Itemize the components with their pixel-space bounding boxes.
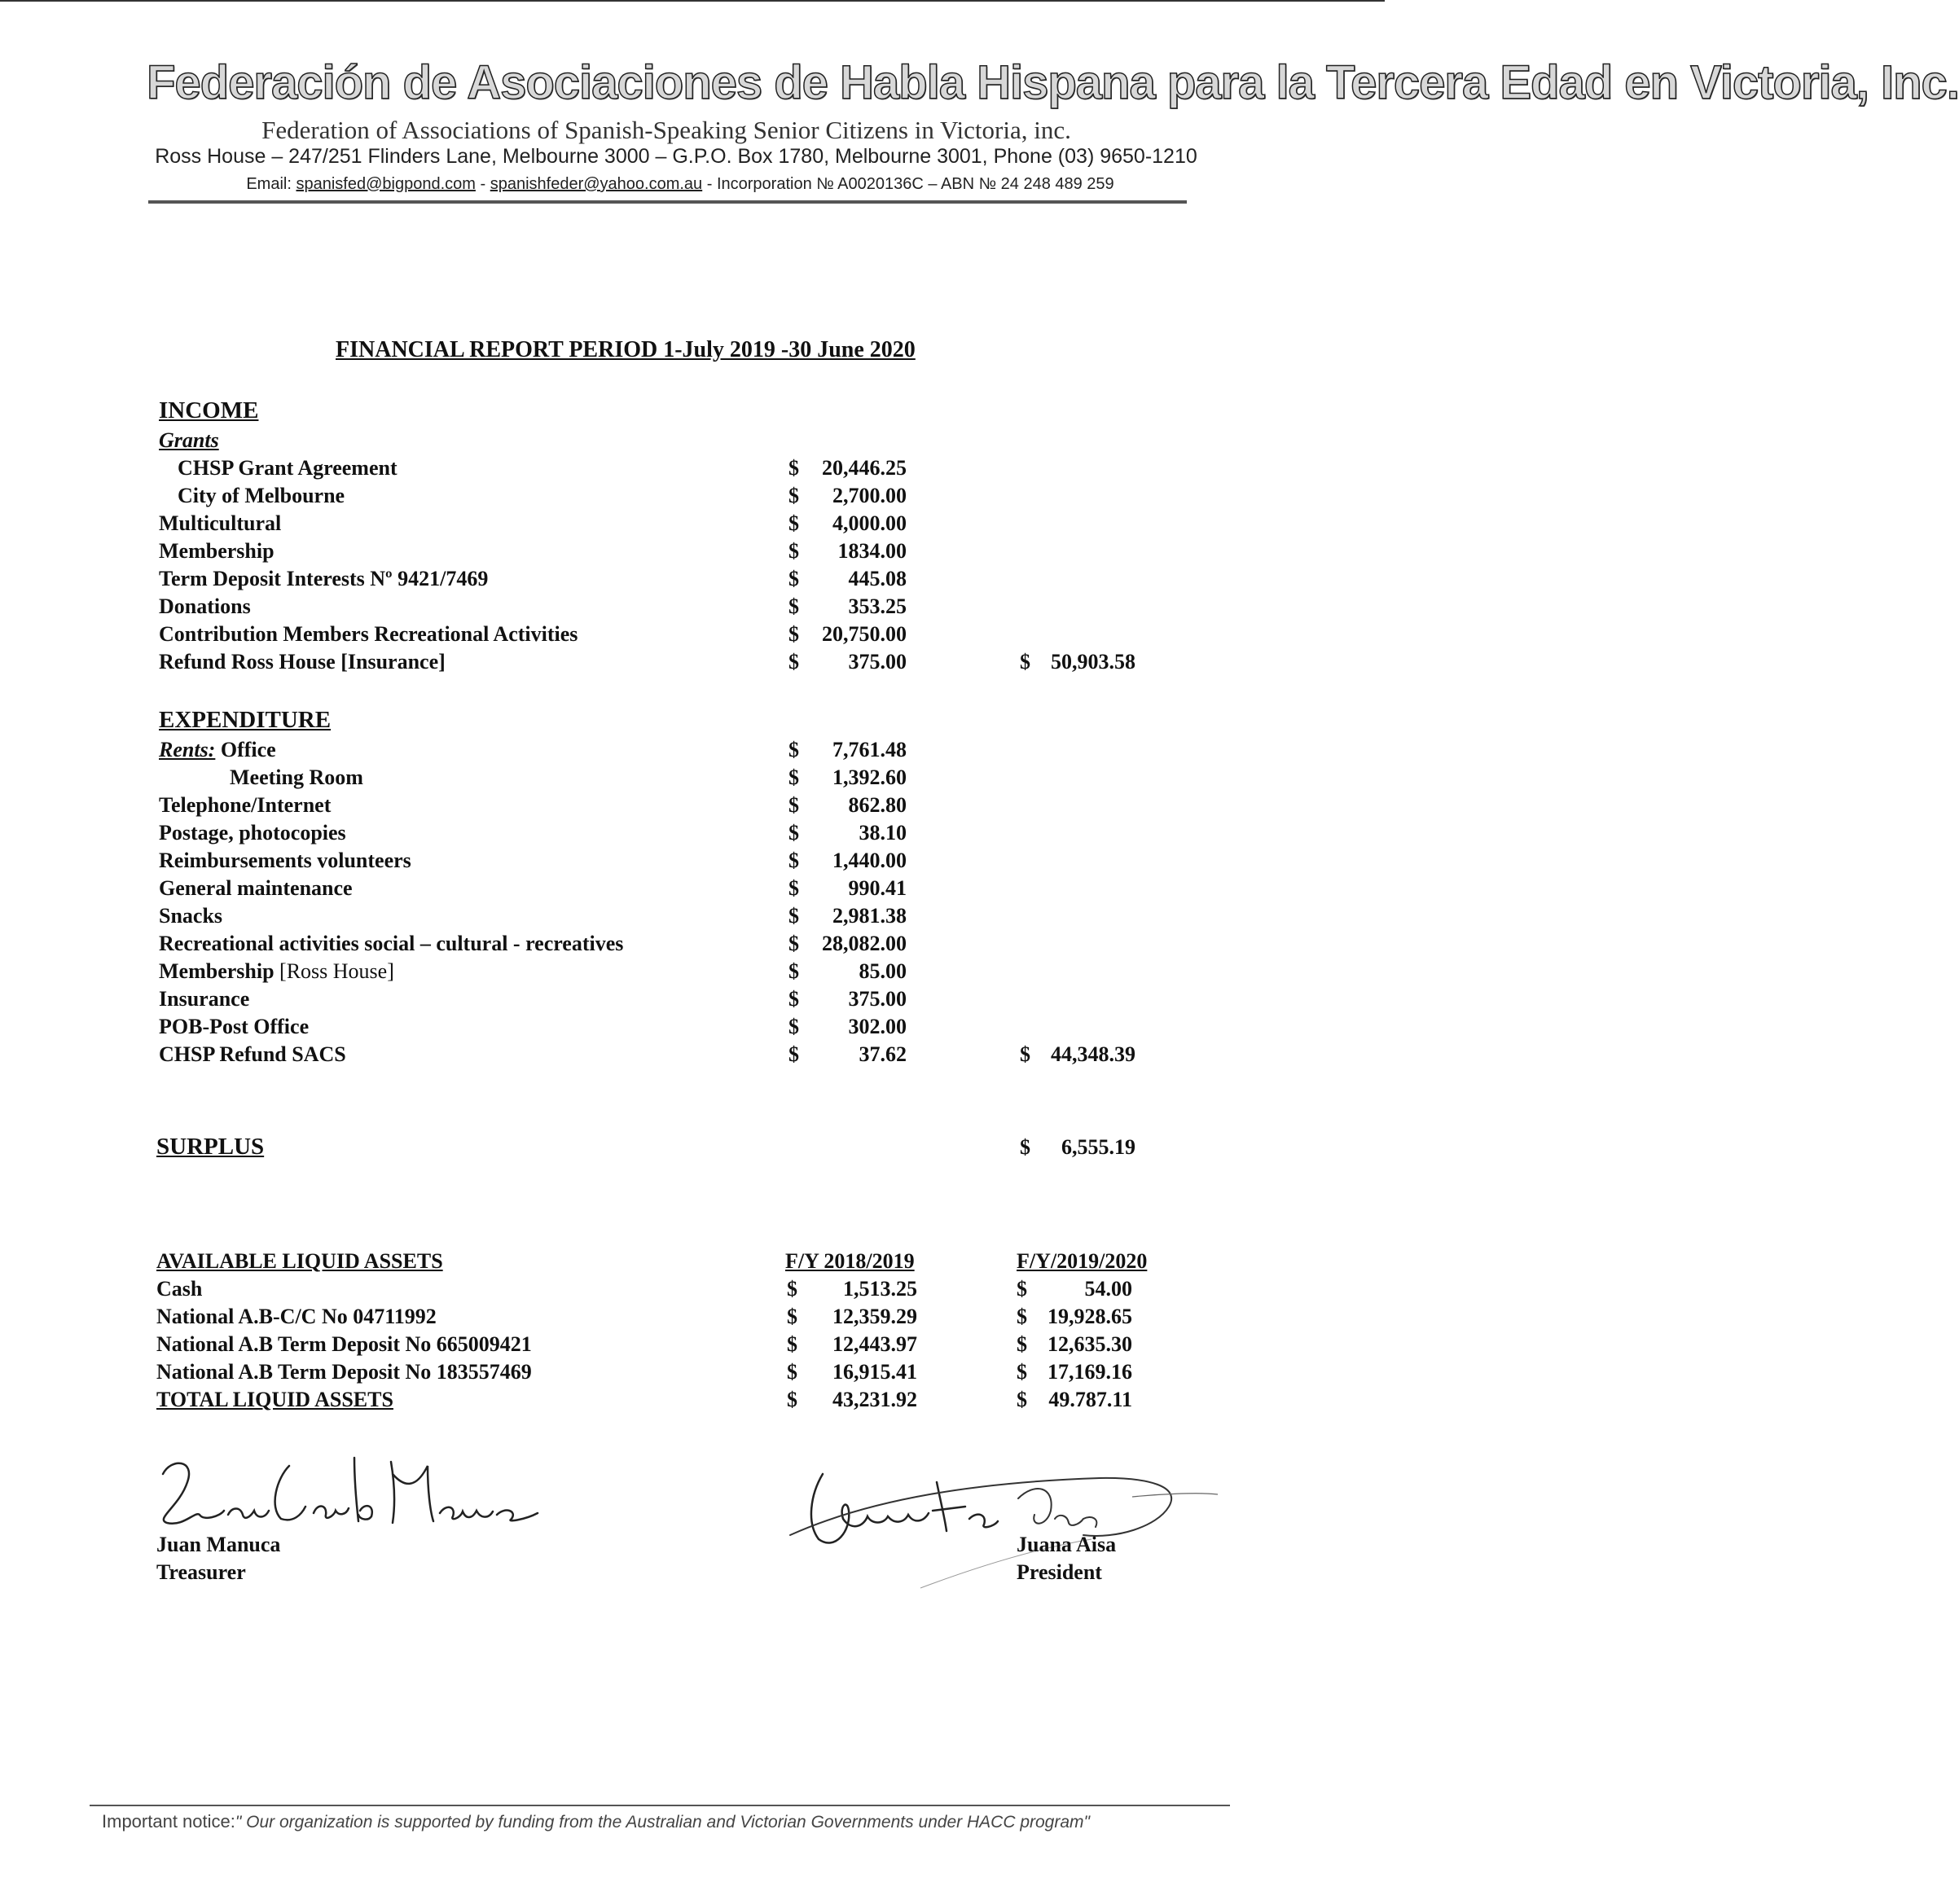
- expenditure-row: Recreational activities social – cultural - recreatives $ 28,082.00: [159, 932, 907, 955]
- expenditure-row: Meeting Room $ 1,392.60: [230, 766, 907, 789]
- income-row: City of Melbourne $ 2,700.00: [178, 484, 907, 507]
- expenditure-heading: EXPENDITURE: [159, 707, 332, 733]
- treasurer-signature: [147, 1441, 570, 1547]
- grants-subheading: Grants: [159, 428, 219, 452]
- treasurer-name: Juan Manuca: [156, 1533, 281, 1556]
- surplus-row: $ 6,555.19: [1020, 1135, 1135, 1159]
- asset-row: Cash $ 1,513.25 $ 54.00: [156, 1277, 1132, 1301]
- email-link-1[interactable]: spanisfed@bigpond.com: [296, 175, 476, 193]
- letterhead-address: Ross House – 247/251 Flinders Lane, Melbourne 3000 – G.P.O. Box 1780, Melbourne 3001, Phone (03) 9650-1210: [155, 145, 1197, 168]
- income-row: Term Deposit Interests Nº 9421/7469 $ 445.08: [159, 567, 907, 590]
- registration-info: - Incorporation № A0020136C – ABN № 24 248 489 259: [706, 175, 1114, 193]
- footer-notice: [102, 1811, 1090, 1832]
- report-title: FINANCIAL REPORT PERIOD 1-July 2019 -30 June 2020: [336, 337, 916, 362]
- asset-row: National A.B Term Deposit No 183557469 $ 16,915.41 $ 17,169.16: [156, 1360, 1132, 1384]
- notice-text: " Our organization is supported by funding from the Australian and Victorian Governments under HACC program": [235, 1813, 1090, 1832]
- letterhead-spanish-name: Federación de Asociaciones de Habla Hispana para la Tercera Edad en Victoria, Inc.: [147, 56, 1959, 109]
- asset-total-row: TOTAL LIQUID ASSETS $ 43,231.92 $ 49.787.11: [156, 1388, 1132, 1411]
- president-signature: [774, 1450, 1230, 1612]
- surplus-label: SURPLUS: [156, 1134, 265, 1160]
- income-row: CHSP Grant Agreement $ 20,446.25: [178, 456, 907, 480]
- income-row: Contribution Members Recreational Activities $ 20,750.00: [159, 622, 907, 646]
- expenditure-row: Membership [Ross House] $ 85.00: [159, 959, 907, 983]
- president-name: Juana Aisa: [1017, 1533, 1117, 1556]
- letterhead-english-name: Federation of Associations of Spanish-Speaking Senior Citizens in Victoria, inc.: [261, 116, 1071, 144]
- income-row: Refund Ross House [Insurance] $ 375.00 $ 50,903.58: [159, 650, 1135, 673]
- top-edge-rule: [0, 0, 1385, 2]
- expenditure-row: Insurance $ 375.00: [159, 987, 907, 1011]
- expenditure-row: POB-Post Office $ 302.00: [159, 1015, 907, 1038]
- email-separator: -: [480, 175, 486, 193]
- notice-label: Important notice:: [102, 1811, 235, 1832]
- rents-label: Rents:: [159, 738, 216, 761]
- expenditure-row: Reimbursements volunteers $ 1,440.00: [159, 849, 907, 872]
- assets-col-2018: F/Y 2018/2019: [785, 1249, 915, 1273]
- expenditure-row: Telephone/Internet $ 862.80: [159, 793, 907, 817]
- email-label: Email:: [246, 175, 292, 193]
- letterhead-contact-line: [171, 175, 1189, 194]
- expenditure-row: CHSP Refund SACS $ 37.62 $ 44,348.39: [159, 1042, 1135, 1066]
- assets-heading: AVAILABLE LIQUID ASSETS: [156, 1249, 443, 1273]
- footer-divider: [90, 1805, 1230, 1806]
- asset-row: National A.B-C/C No 04711992 $ 12,359.29 $ 19,928.65: [156, 1305, 1132, 1328]
- president-role: President: [1017, 1560, 1102, 1584]
- income-heading: INCOME: [159, 397, 259, 423]
- assets-col-2020: F/Y/2019/2020: [1017, 1249, 1148, 1273]
- email-link-2[interactable]: spanishfeder@yahoo.com.au: [490, 175, 703, 193]
- total-liquid-assets-label: TOTAL LIQUID ASSETS: [156, 1388, 393, 1411]
- expenditure-row: Postage, photocopies $ 38.10: [159, 821, 907, 845]
- asset-row: National A.B Term Deposit No 665009421 $ 12,443.97 $ 12,635.30: [156, 1332, 1132, 1356]
- expenditure-row: Snacks $ 2,981.38: [159, 904, 907, 928]
- letterhead-divider: [148, 200, 1187, 204]
- income-row: Multicultural $ 4,000.00: [159, 511, 907, 535]
- income-row: Membership $ 1834.00: [159, 539, 907, 563]
- expenditure-row: Rents: Office $ 7,761.48: [159, 738, 907, 761]
- expenditure-row: General maintenance $ 990.41: [159, 876, 907, 900]
- treasurer-role: Treasurer: [156, 1560, 246, 1584]
- income-row: Donations $ 353.25: [159, 594, 907, 618]
